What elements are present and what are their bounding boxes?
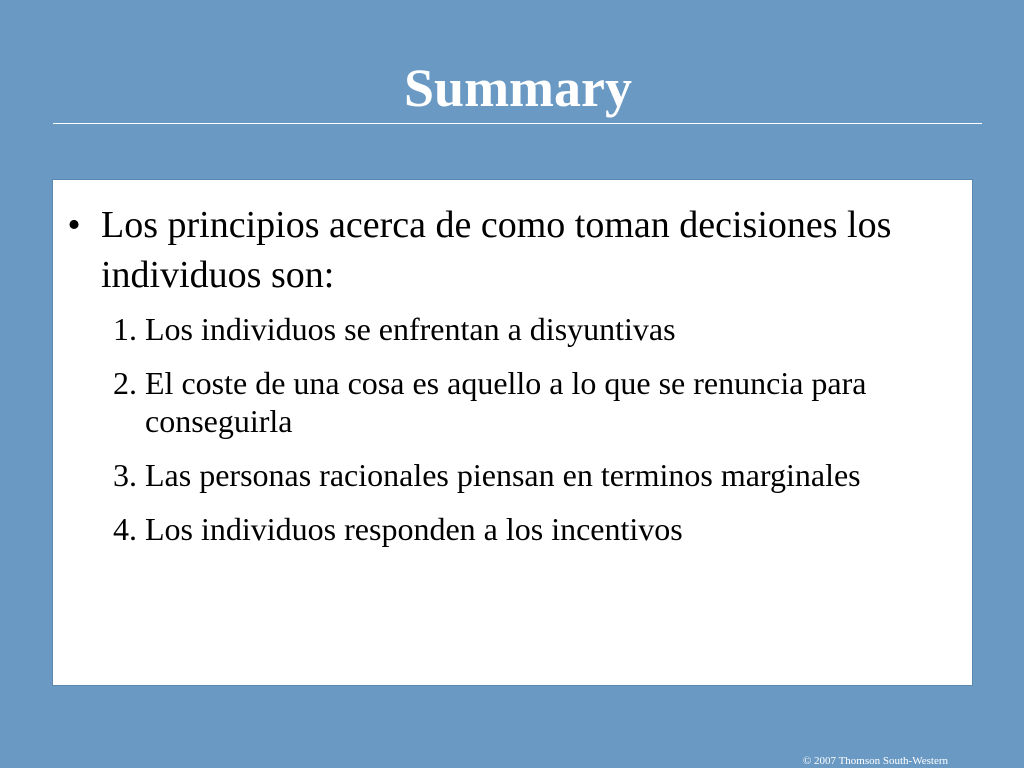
main-bullet-text: Los principios acerca de como toman decisiones los individuos son:: [101, 204, 892, 296]
content-panel: [52, 179, 973, 686]
principles-list: [113, 310, 953, 564]
list-item: 4. Los individuos responden a los incentivos: [113, 511, 683, 547]
bullet-dot-icon: •: [67, 204, 81, 246]
copyright-footer: © 2007 Thomson South-Western: [802, 755, 948, 767]
slide-title: Summary: [404, 58, 632, 118]
main-bullet: [59, 200, 959, 300]
title-divider: [53, 123, 982, 124]
list-item: 1. Los individuos se enfrentan a disyuntivas: [113, 311, 676, 347]
list-item: 2. El coste de una cosa es aquello a lo que se renuncia para conseguirla: [113, 365, 867, 439]
list-item: 3. Las personas racionales piensan en terminos marginales: [113, 457, 861, 493]
